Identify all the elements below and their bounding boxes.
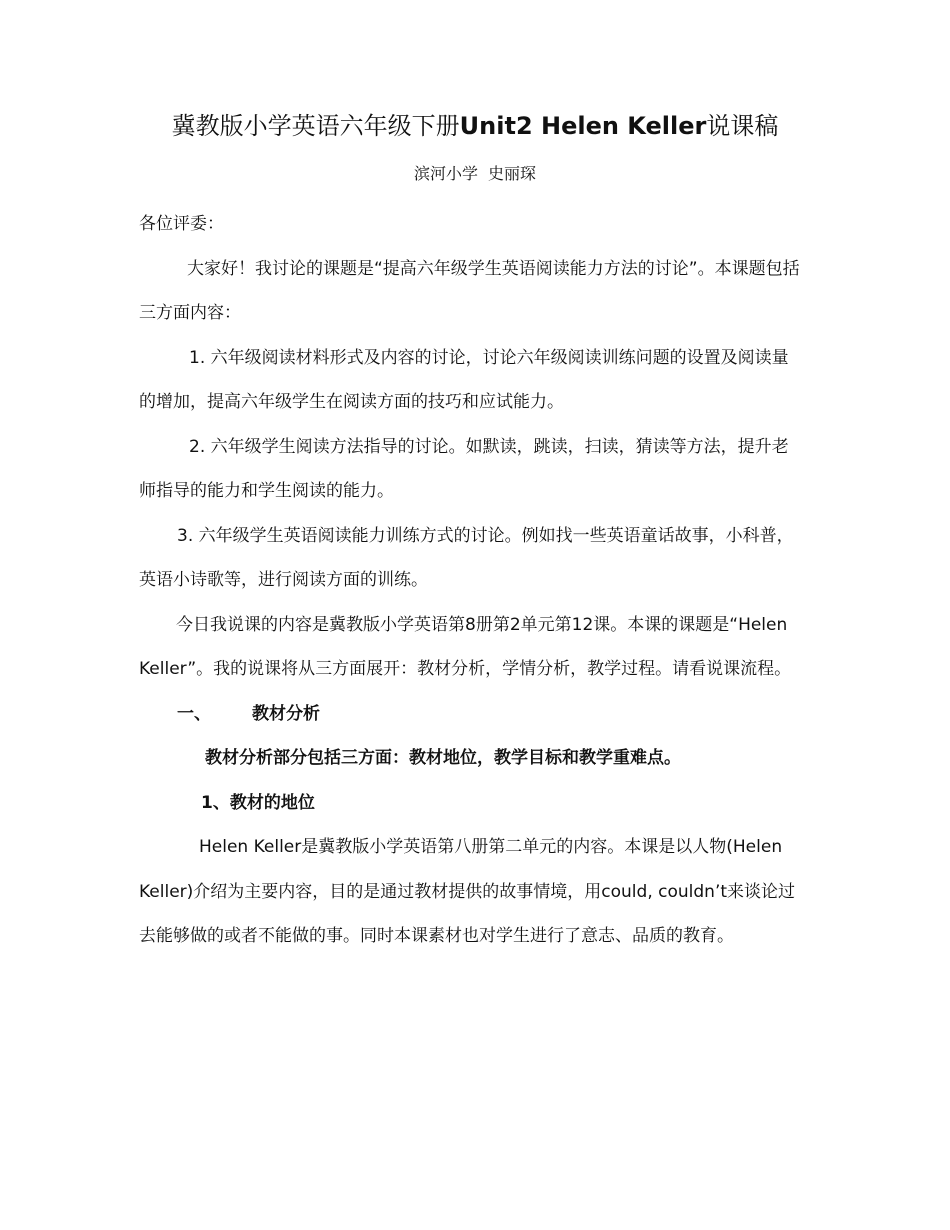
subsection-1-heading: 1、教材的地位 <box>201 792 315 813</box>
section-1-title: 教材分析 <box>252 703 320 724</box>
section-1-heading <box>139 692 805 737</box>
author-name: 史丽琛 <box>488 164 537 183</box>
section-1-summary: 教材分析部分包括三方面：教材地位，教学目标和教学重难点。 <box>205 748 681 768</box>
title-en: Unit2 Helen Keller <box>459 112 707 140</box>
intro-paragraph: 大家好！我讨论的课题是“提高六年级学生英语阅读能力方法的讨论”。本课题包括三方面内容： <box>139 258 800 323</box>
document-title <box>0 108 950 144</box>
title-cn-prefix: 冀教版小学英语六年级下册 <box>171 112 460 140</box>
author-line <box>0 162 950 186</box>
section-1-number: 一、 <box>177 703 211 724</box>
greeting: 各位评委： <box>139 214 224 234</box>
point-1-paragraph: 1. 六年级阅读材料形式及内容的讨论，讨论六年级阅读训练问题的设置及阅读量的增加，提高六年级学生在阅读方面的技巧和应试能力。 <box>139 347 789 412</box>
point-3-paragraph: 3. 六年级学生英语阅读能力训练方式的讨论。例如找一些英语童话故事，小科普，英语小诗歌等，进行阅读方面的训练。 <box>139 525 794 590</box>
document-body <box>139 202 805 959</box>
subsection-1-paragraph: Helen Keller是冀教版小学英语第八册第二单元的内容。本课是以人物(Helen Keller)介绍为主要内容，目的是通过教材提供的故事情境，用could, couldn’t来谈论过去能够做的或者不能做的事。同时本课素材也对学生进行了意志、品质的教育。 <box>139 837 796 946</box>
lesson-intro-paragraph: 今日我说课的内容是冀教版小学英语第8册第2单元第12课。本课的课题是“Helen Keller”。我的说课将从三方面展开：教材分析，学情分析，教学过程。请看说课流程。 <box>139 614 792 679</box>
point-2-paragraph: 2. 六年级学生阅读方法指导的讨论。如默读，跳读，扫读，猜读等方法，提升老师指导的能力和学生阅读的能力。 <box>139 436 789 501</box>
title-cn-suffix: 说课稿 <box>706 112 779 140</box>
author-school: 滨河小学 <box>413 164 478 183</box>
